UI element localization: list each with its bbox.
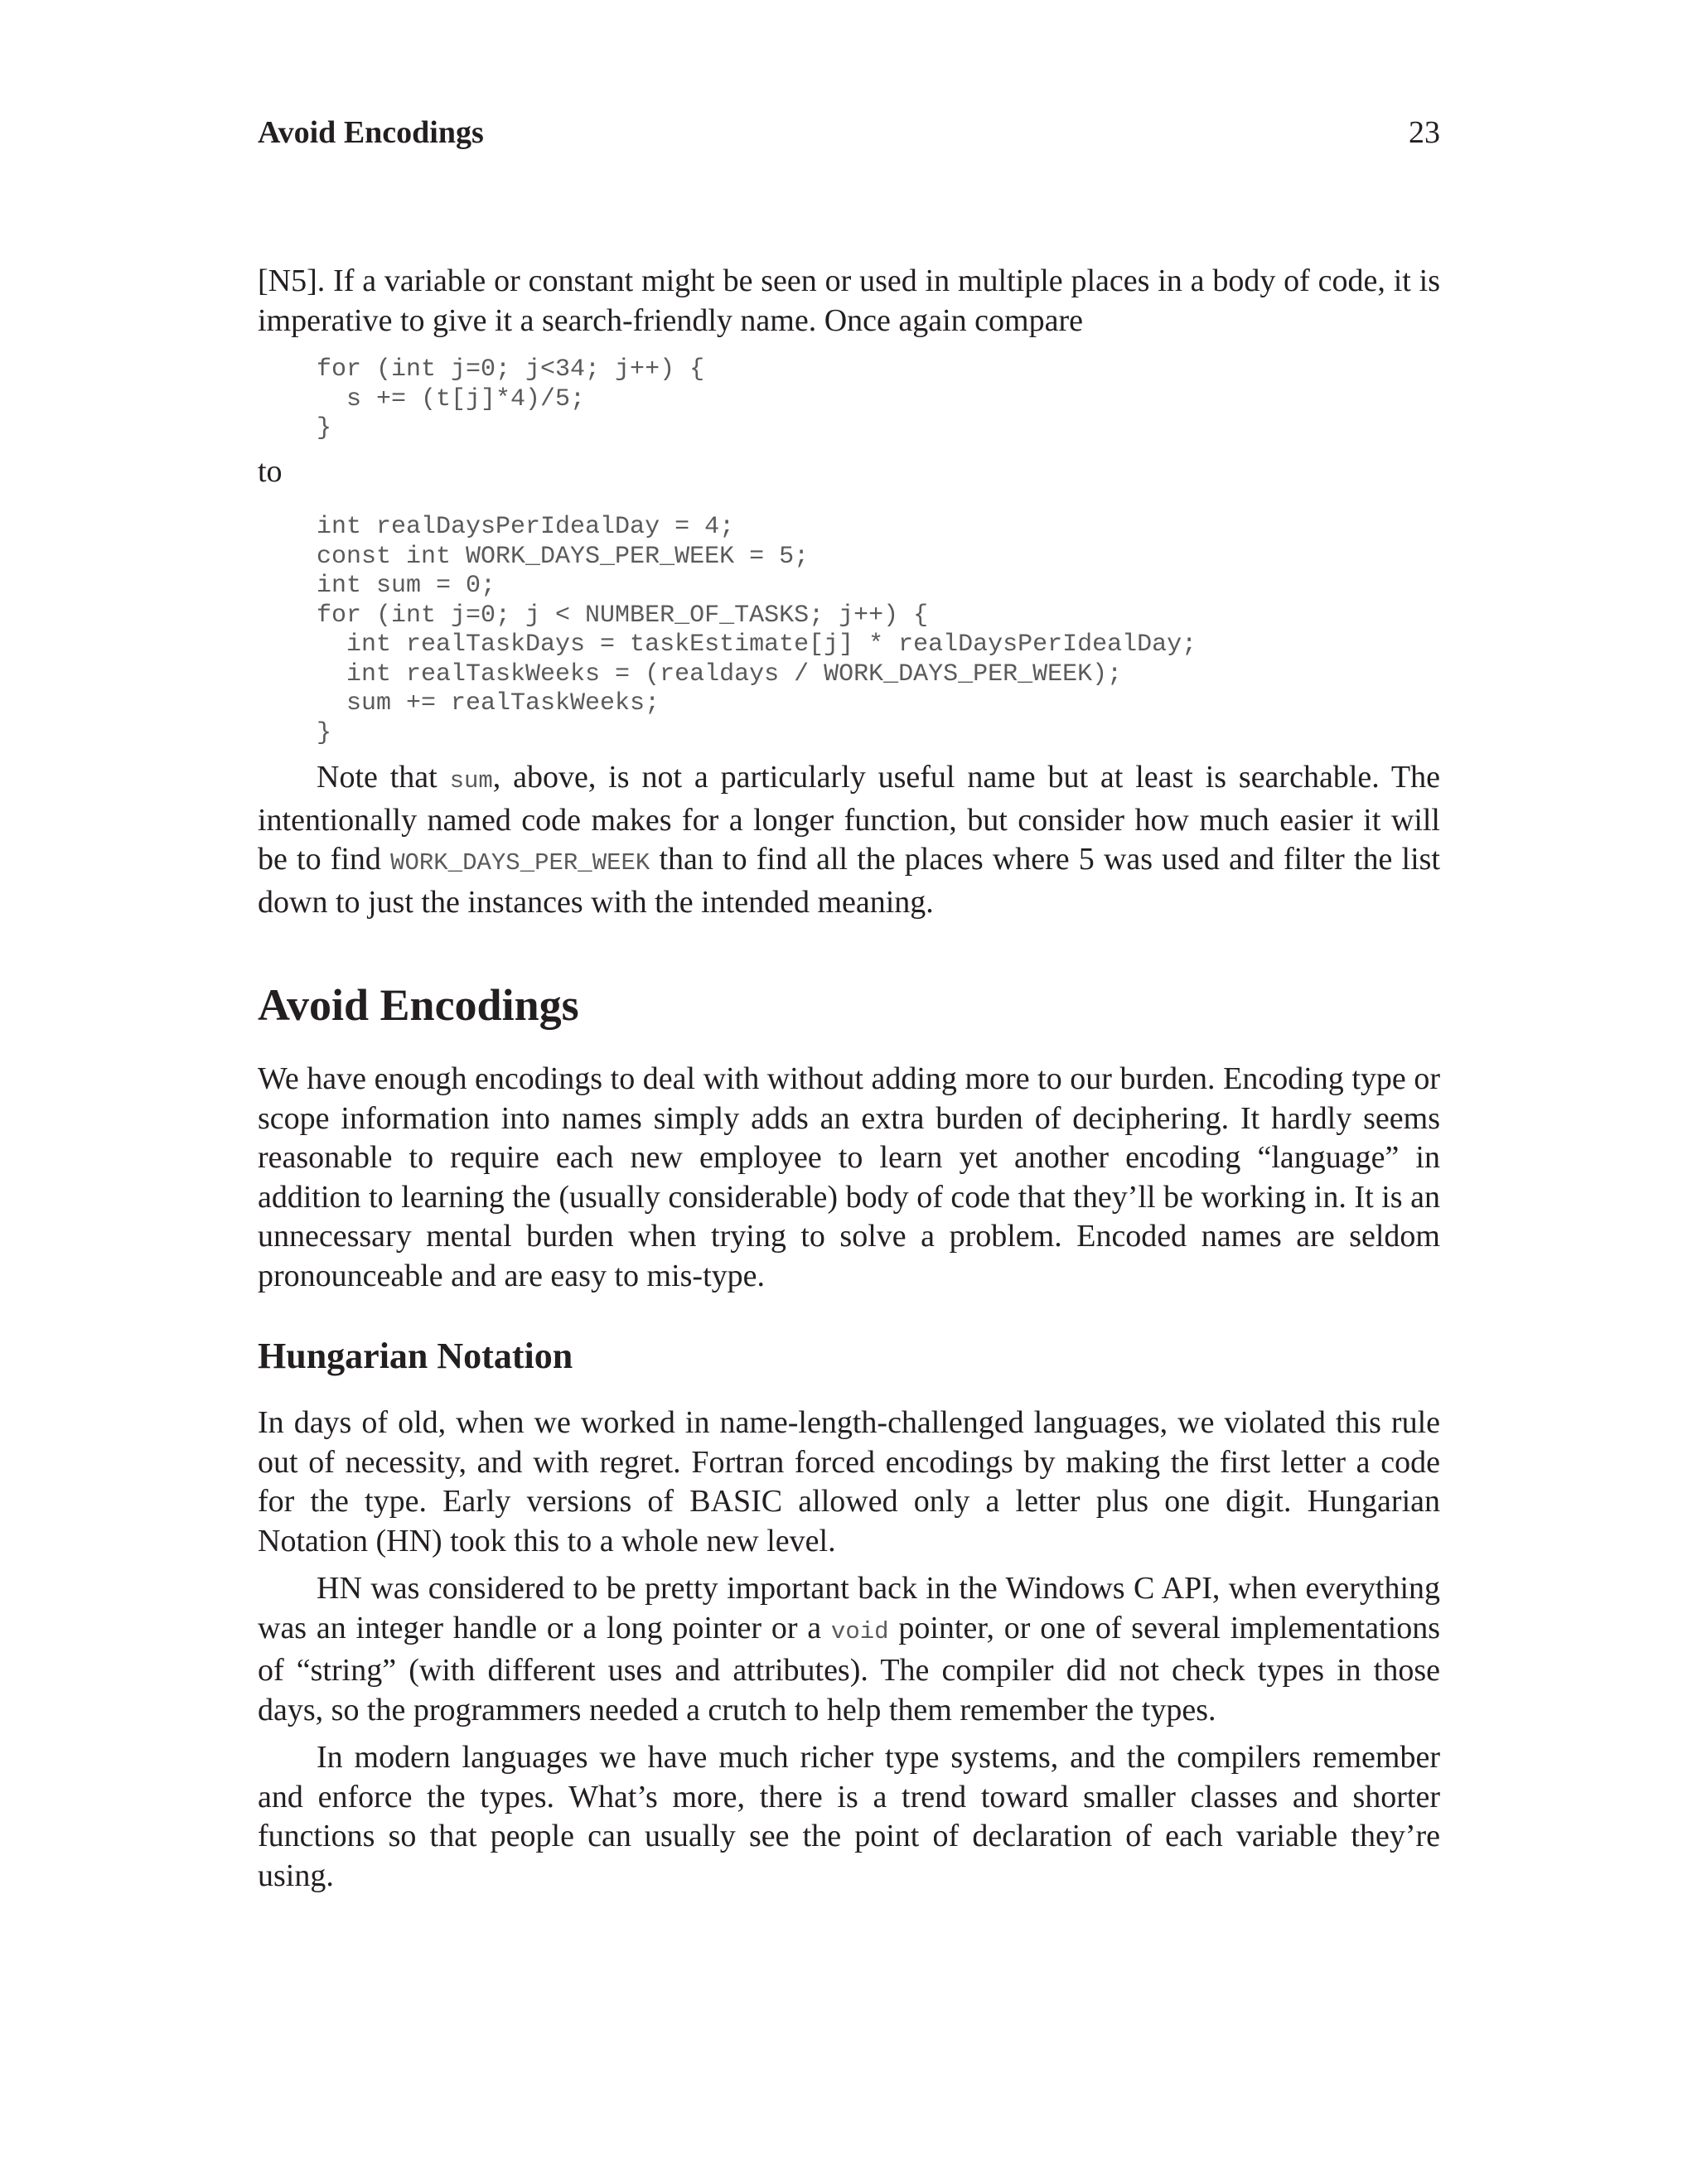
running-header bbox=[258, 113, 1440, 152]
running-title: Avoid Encodings bbox=[258, 115, 484, 150]
note-paragraph bbox=[258, 758, 1440, 922]
hn-paragraph-2 bbox=[258, 1569, 1440, 1730]
hn-text-1: HN was considered to be pretty important back in the Windows C API, when everything was an integer handle or a long pointer or a bbox=[258, 1571, 1440, 1645]
inline-code-sum: sum bbox=[449, 767, 493, 795]
note-text-1: Note that bbox=[317, 760, 450, 795]
connector-text: to bbox=[258, 453, 283, 489]
book-page bbox=[258, 113, 1440, 1896]
inline-code-void: void bbox=[830, 1617, 889, 1645]
page-number: 23 bbox=[1409, 115, 1440, 150]
code-block-short: for (int j=0; j<34; j++) { s += (t[j]*4)/5; } bbox=[317, 355, 705, 442]
hn-text-2: pointer, or one of several implementations of “string” (with different uses and attributes). The compiler did not check types in those days, so the programmers needed a crutch to help them remember the types. bbox=[258, 1610, 1440, 1727]
inline-code-constant: WORK_DAYS_PER_WEEK bbox=[390, 849, 650, 877]
note-text-3: than to find all the places where 5 was used and filter the list down to just the instances with the intended meaning. bbox=[258, 842, 1440, 920]
section-paragraph: We have enough encodings to deal with without adding more to our burden. Encoding type or scope information into names simply adds an extra burden of deciphering. It hardly seems reasonable to require each new employee to learn yet another encoding “language” in addition to learning the (usually considerable) body of code that they’ll be working in. It is an unnecessary mental burden when trying to solve a problem. Encoded names are seldom pronounceable and are easy to mis-type. bbox=[258, 1061, 1440, 1293]
hn-paragraph-1: In days of old, when we worked in name-length-challenged languages, we violated this rule out of necessity, and with regret. Fortran forced encodings by making the first letter a code for the type. Early versions of BASIC allowed only a letter plus one digit. Hungarian Notation (HN) took this to a whole new level. bbox=[258, 1405, 1440, 1558]
note-text-2: , above, is not a particularly useful name but at least is searchable. The intentionally named code makes for a longer function, but consider how much easier it will be to find bbox=[258, 760, 1440, 877]
code-block-long: int realDaysPerIdealDay = 4; const int WORK_DAYS_PER_WEEK = 5; int sum = 0; for (int j=0; j < NUMBER_OF_TASKS; j++) { int realTaskDays = taskEstimate[j] * realDaysPerIdealDay; int realTaskWeeks = (realdays / WORK_DAYS_PER_WEEK); sum += realTaskWeeks; } bbox=[317, 513, 1197, 747]
hn-paragraph-3: In modern languages we have much richer type systems, and the compilers remember and enforce the types. What’s more, there is a trend toward smaller classes and shorter functions so that people can usually see the point of declaration of each variable they’re using. bbox=[258, 1740, 1440, 1893]
subsection-heading: Hungarian Notation bbox=[258, 1336, 573, 1376]
section-heading: Avoid Encodings bbox=[258, 980, 579, 1030]
intro-paragraph: [N5]. If a variable or constant might be seen or used in multiple places in a body of code, it is imperative to give it a search-friendly name. Once again compare bbox=[258, 263, 1440, 338]
